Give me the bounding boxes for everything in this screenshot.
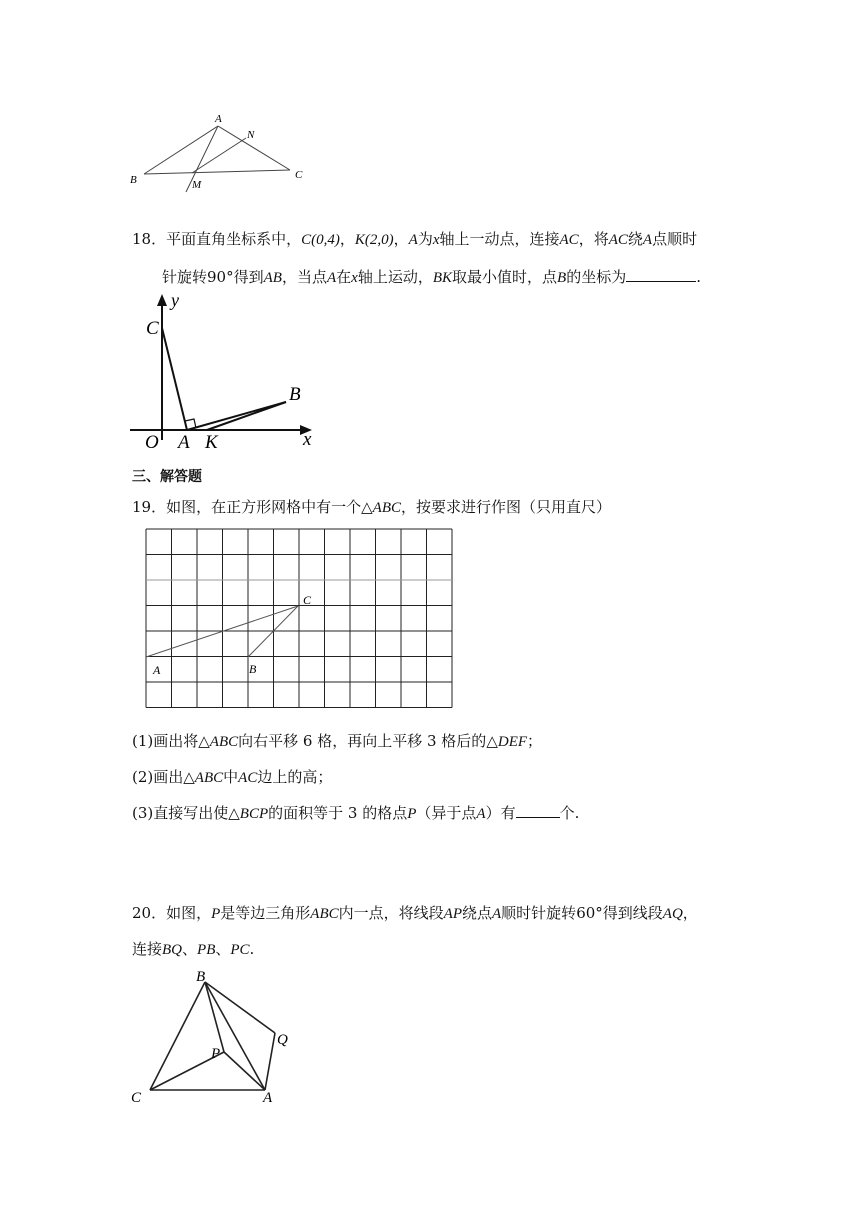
segment-bp [205, 982, 224, 1052]
label-y: y [171, 290, 179, 310]
q18-line2: 针旋转90°得到AB，当点A在x轴上运动，BK取最小值时，点B的坐标为 . [162, 268, 701, 286]
q20-number: 20． [132, 904, 167, 922]
q20-line2: 连接BQ、PB、PC. [132, 940, 255, 958]
label-n: N [247, 129, 255, 141]
segment-ab [205, 982, 265, 1090]
label-b: B [130, 174, 137, 186]
label-c: C [295, 169, 303, 181]
segment-qa [265, 1033, 275, 1090]
segment-pa [224, 1052, 265, 1090]
q18-line1: 18．平面直角坐标系中，C(0,4)，K(2,0)，A为x轴上一动点，连接AC，将AC绕A点顺时 [132, 230, 698, 248]
answer-blank-19[interactable] [516, 803, 560, 818]
label-q: Q [277, 1032, 288, 1048]
label-b: B [289, 384, 301, 405]
label-b: B [196, 969, 206, 985]
figure-19-grid [140, 524, 460, 714]
label-x: x [303, 429, 312, 450]
q19-number: 19． [132, 498, 167, 516]
segment-bc [150, 982, 205, 1090]
q18-number: 18． [132, 230, 167, 248]
figure-17 [120, 108, 320, 193]
segment-ab [187, 402, 286, 430]
figure-20-triangle [126, 966, 306, 1111]
label-a: A [178, 432, 190, 450]
q20-line1: 20．如图，P是等边三角形ABC内一点，将线段AP绕点A顺时针旋转60°得到线段AQ， [132, 904, 698, 922]
label-a: A [215, 113, 222, 125]
q19-sub3: (3)直接写出使△BCP的面积等于 3 的格点P（异于点A）有 个. [132, 804, 580, 822]
label-c: C [131, 1090, 142, 1106]
y-axis-arrow [157, 294, 167, 306]
q19-stem: 19．如图，在正方形网格中有一个△ABC，按要求进行作图（只用直尺） [132, 498, 612, 516]
label-p: P [211, 1046, 221, 1062]
label-b: B [249, 662, 257, 676]
segment-bq [205, 982, 275, 1033]
q19-sub2: (2)画出△ABC中AC边上的高； [132, 768, 333, 786]
label-a: A [153, 663, 161, 677]
segment-mn [192, 138, 246, 173]
label-k: K [205, 432, 218, 450]
label-o: O [145, 432, 159, 450]
square-grid [146, 529, 452, 708]
label-c: C [303, 593, 312, 607]
figure-18-coordinate-plane [128, 290, 328, 450]
segment-bc [144, 170, 290, 174]
label-a: A [263, 1090, 273, 1106]
q19-sub1: (1)画出将△ABC向右平移 6 格，再向上平移 3 格后的△DEF； [132, 732, 543, 750]
answer-blank-18[interactable] [626, 267, 696, 282]
label-c: C [146, 318, 159, 339]
segment-kb [207, 402, 286, 430]
section-3-title: 三、解答题 [132, 469, 202, 485]
segment-ca [162, 328, 187, 430]
label-m: M [192, 179, 202, 191]
